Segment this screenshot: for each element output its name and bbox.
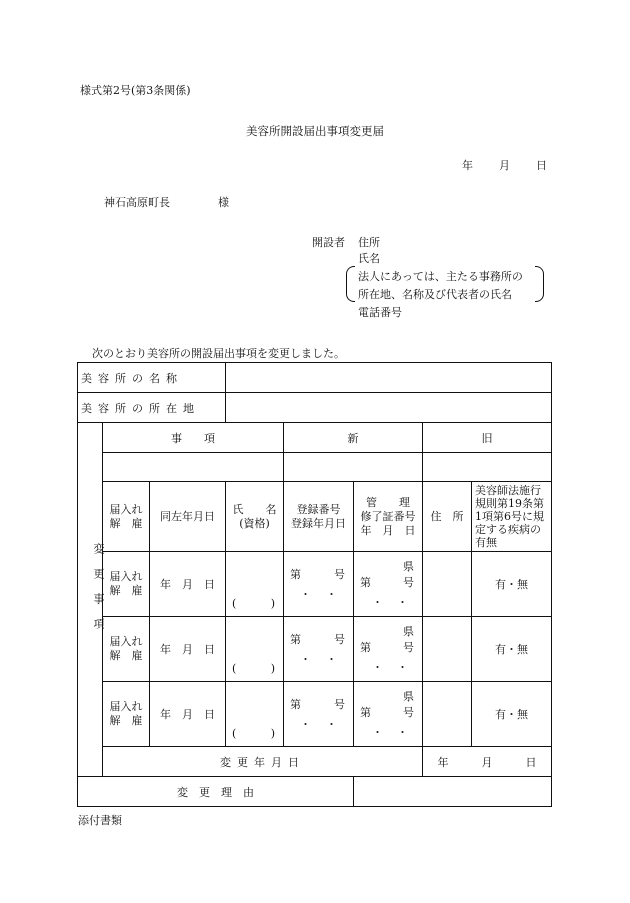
row2-qual-open: ( — [232, 662, 237, 675]
row2-mgmt-dot1: ・ — [372, 661, 384, 674]
salon-name-field[interactable] — [226, 363, 552, 393]
row1-mgmt-dot2: ・ — [397, 596, 409, 609]
hdr-reg-2: 登録年月日 — [291, 516, 347, 530]
change-items-label — [78, 423, 103, 777]
row3-mgmt[interactable] — [354, 682, 423, 747]
row3-reg[interactable] — [284, 682, 354, 747]
row3-address[interactable] — [423, 682, 472, 747]
row2-ken: 県 — [403, 625, 415, 638]
corporation-note — [346, 266, 544, 304]
row3-ken: 県 — [403, 690, 415, 703]
row3-reg-dot1: ・ — [300, 718, 312, 731]
row2-notify-1: 届入れ — [109, 635, 143, 648]
new-field[interactable] — [284, 453, 423, 482]
addressee — [104, 194, 229, 210]
hdr-notify — [103, 482, 150, 552]
row3-mgmt-dai: 第 — [360, 706, 372, 719]
change-date-field[interactable]: 年 月 日 — [423, 747, 552, 777]
row3-qual-open: ( — [232, 727, 237, 740]
bracket-right — [535, 266, 544, 302]
row3-reg-dot2: ・ — [326, 718, 338, 731]
row1-ken: 県 — [403, 560, 415, 573]
row1-mgmt-dot1: ・ — [372, 596, 384, 609]
row3-mgmt-go: 号 — [403, 706, 415, 719]
row2-disease[interactable]: 有・無 — [472, 617, 552, 682]
row3-reg-go: 号 — [334, 698, 346, 711]
row1-mgmt[interactable] — [354, 552, 423, 617]
salon-name-label: 美容所の名称 — [78, 363, 226, 393]
change-reason-label: 変 更 理 由 — [78, 777, 354, 807]
row1-reg[interactable] — [284, 552, 354, 617]
hdr-mgmt-1: 管 理 — [366, 495, 411, 509]
change-reason-field[interactable] — [354, 777, 552, 807]
old-field[interactable] — [423, 453, 552, 482]
row1-reg-go: 号 — [334, 568, 346, 581]
row1-reg-dot2: ・ — [326, 588, 338, 601]
applicant-label: 開設者 — [312, 236, 345, 249]
change-items-text: 変更事項 — [92, 542, 105, 643]
row2-date[interactable]: 年 月 日 — [150, 617, 226, 682]
col-new-header: 新 — [284, 423, 423, 453]
row2-mgmt-dai: 第 — [360, 641, 372, 654]
hdr-notify-1: 届入れ — [109, 502, 143, 516]
row2-name[interactable] — [226, 617, 284, 682]
date-day: 日 — [536, 159, 547, 172]
salon-location-label: 美容所の所在地 — [78, 393, 226, 423]
hdr-name — [226, 482, 284, 552]
hdr-reg — [284, 482, 354, 552]
applicant-phone-field[interactable]: 電話番号 — [358, 306, 402, 319]
hdr-mgmt-2: 修了証番号 — [360, 509, 416, 523]
addressee-name: 神石高原町長 — [104, 196, 170, 209]
row1-mgmt-dai: 第 — [360, 576, 372, 589]
hdr-address: 住 所 — [423, 482, 472, 552]
document-title: 美容所開設届出事項変更届 — [246, 124, 384, 138]
hdr-date: 同左年月日 — [150, 482, 226, 552]
item-field[interactable] — [103, 453, 284, 482]
col-old-header: 旧 — [423, 423, 552, 453]
row1-notify-2: 解 雇 — [109, 584, 143, 597]
hdr-disease: 美容師法施行規則第19条第1項第6号に規定する疾病の有無 — [472, 482, 552, 552]
row1-name[interactable] — [226, 552, 284, 617]
hdr-mgmt-3: 年 月 日 — [360, 523, 416, 537]
row1-reg-dot1: ・ — [300, 588, 312, 601]
date-month: 月 — [499, 159, 510, 172]
row3-reg-dai: 第 — [290, 698, 302, 711]
row2-mgmt-go: 号 — [403, 641, 415, 654]
intro-text: 次のとおり美容所の開設届出事項を変更しました。 — [92, 347, 345, 360]
row2-reg-dot1: ・ — [300, 653, 312, 666]
row3-notify[interactable] — [103, 682, 150, 747]
row1-disease[interactable]: 有・無 — [472, 552, 552, 617]
col-item-header: 事 項 — [103, 423, 284, 453]
row2-notify-2: 解 雇 — [109, 649, 143, 662]
addressee-honorific: 様 — [218, 196, 229, 209]
hdr-mgmt — [354, 482, 423, 552]
bracket-left — [346, 266, 355, 302]
applicant-address-field[interactable]: 住所 — [358, 236, 380, 249]
applicant-name-field[interactable]: 氏名 — [358, 252, 380, 265]
date-year: 年 — [462, 159, 473, 172]
row1-qual-close: ) — [270, 597, 276, 610]
row2-reg-dot2: ・ — [326, 653, 338, 666]
row1-notify-1: 届入れ — [109, 570, 143, 583]
row2-mgmt[interactable] — [354, 617, 423, 682]
change-form-table — [77, 362, 552, 807]
row3-notify-1: 届入れ — [109, 700, 143, 713]
row1-reg-dai: 第 — [290, 568, 302, 581]
row2-reg-dai: 第 — [290, 633, 302, 646]
row1-qual-open: ( — [232, 597, 237, 610]
hdr-name-2: (資格) — [239, 516, 270, 530]
row3-qual-close: ) — [270, 727, 276, 740]
row2-mgmt-dot2: ・ — [397, 661, 409, 674]
salon-location-field[interactable] — [226, 393, 552, 423]
row3-name[interactable] — [226, 682, 284, 747]
corp-note-line1: 法人にあっては、主たる事務所の — [358, 270, 523, 283]
row2-reg[interactable] — [284, 617, 354, 682]
row2-reg-go: 号 — [334, 633, 346, 646]
row2-address[interactable] — [423, 617, 472, 682]
row3-disease[interactable]: 有・無 — [472, 682, 552, 747]
change-date-label: 変更年月日 — [103, 747, 423, 777]
attachments-label: 添付書類 — [78, 814, 122, 827]
hdr-name-1: 氏 名 — [232, 502, 277, 516]
row2-qual-close: ) — [270, 662, 276, 675]
corp-note-line2: 所在地、名称及び代表者の氏名 — [358, 288, 512, 301]
row1-mgmt-go: 号 — [403, 576, 415, 589]
row1-address[interactable] — [423, 552, 472, 617]
hdr-reg-1: 登録番号 — [296, 502, 341, 516]
hdr-notify-2: 解 雇 — [109, 516, 143, 530]
form-number: 様式第2号(第3条関係) — [80, 84, 191, 97]
row3-notify-2: 解 雇 — [109, 714, 143, 727]
row1-date[interactable]: 年 月 日 — [150, 552, 226, 617]
row3-date[interactable]: 年 月 日 — [150, 682, 226, 747]
row3-mgmt-dot2: ・ — [397, 726, 409, 739]
row3-mgmt-dot1: ・ — [372, 726, 384, 739]
submission-date[interactable] — [462, 157, 547, 173]
